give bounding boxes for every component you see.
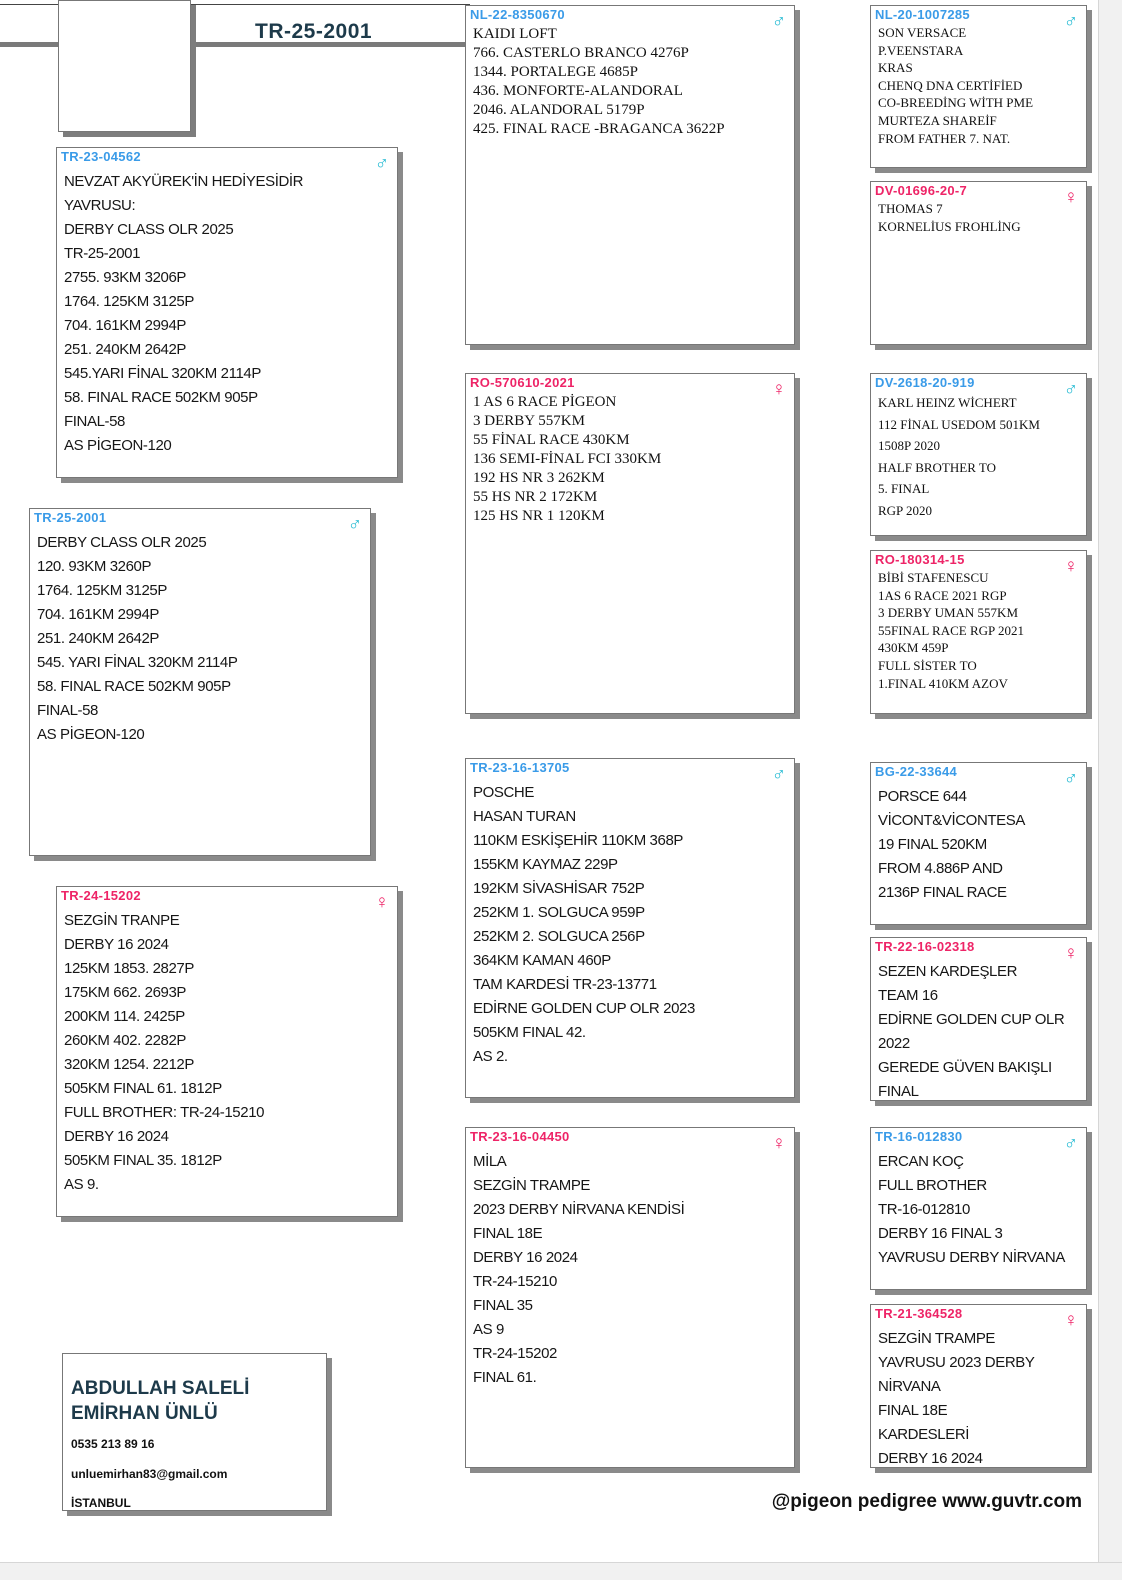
detail-line: 1.FINAL 410KM AZOV [878, 675, 1008, 691]
pedigree-card-sire-sire [465, 5, 795, 345]
detail-line: MURTEZA SHAREİF [878, 112, 997, 128]
male-symbol-icon: ♂ [1063, 379, 1078, 400]
pigeon-details [878, 960, 1082, 1101]
detail-line: 110KM ESKİŞEHİR 110KM 368P [473, 832, 683, 849]
detail-line: NİRVANA [878, 1378, 941, 1395]
pigeon-details [878, 24, 1082, 147]
female-symbol-icon: ♀ [374, 892, 389, 913]
detail-line: GEREDE GÜVEN BAKIŞLI [878, 1059, 1052, 1076]
detail-line: 1764. 125KM 3125P [37, 582, 167, 599]
detail-line: FINAL-58 [64, 413, 125, 430]
ring-number: DV-2618-20-919 [875, 375, 975, 390]
detail-line: DERBY CLASS OLR 2025 [37, 534, 207, 551]
female-symbol-icon: ♀ [1063, 556, 1078, 577]
detail-line: P.VEENSTARA [878, 42, 964, 58]
detail-line: 545.YARI FİNAL 320KM 2114P [64, 365, 261, 382]
detail-line: 55FINAL RACE RGP 2021 [878, 622, 1025, 638]
pigeon-details [64, 909, 393, 1197]
detail-line: 136 SEMI-FİNAL FCI 330KM [473, 451, 662, 467]
pedigree-card-dam-sire [465, 758, 795, 1098]
male-symbol-icon: ♂ [1063, 1133, 1078, 1154]
detail-line: DERBY 16 2024 [64, 1128, 169, 1145]
pigeon-details [878, 569, 1082, 692]
detail-line: 58. FINAL RACE 502KM 905P [37, 678, 231, 695]
detail-line: 320KM 1254. 2212P [64, 1056, 194, 1073]
detail-line: 55 FİNAL RACE 430KM [473, 432, 630, 448]
pedigree-card-ggs-2 [870, 373, 1087, 536]
detail-line: 1344. PORTALEGE 4685P [473, 64, 638, 80]
ring-number: TR-23-16-13705 [470, 760, 570, 775]
detail-line: HALF BROTHER TO [878, 459, 996, 475]
detail-line: 200KM 114. 2425P [64, 1008, 185, 1025]
detail-line: 125 HS NR 1 120KM [473, 508, 605, 524]
pedigree-card-ggd-3 [870, 937, 1087, 1101]
pedigree-card-subject [29, 508, 371, 856]
pedigree-card-dam [56, 886, 398, 1217]
detail-line: AS 2. [473, 1048, 508, 1065]
detail-line: DERBY 16 2024 [473, 1249, 578, 1266]
detail-line: DERBY CLASS OLR 2025 [64, 221, 234, 238]
pedigree-card-ggd-1 [870, 181, 1087, 345]
detail-line: 252KM 2. SOLGUCA 256P [473, 928, 645, 945]
male-symbol-icon: ♂ [347, 514, 362, 535]
detail-line: 5. FINAL [878, 481, 930, 496]
detail-line: FULL SİSTER TO [878, 657, 977, 673]
detail-line: TR-16-012810 [878, 1201, 970, 1218]
page-margin-right [1098, 0, 1122, 1579]
detail-line: KORNELİUS FROHLİNG [878, 218, 1021, 234]
detail-line: FINAL 61. [473, 1369, 537, 1386]
ring-number: TR-23-16-04450 [470, 1129, 570, 1144]
female-symbol-icon: ♀ [1063, 1310, 1078, 1331]
ring-number: TR-22-16-02318 [875, 939, 975, 954]
detail-line: BİBİ STAFENESCU [878, 570, 989, 585]
detail-line: CHENQ DNA CERTİFİED [878, 77, 1023, 93]
detail-line: 2046. ALANDORAL 5179P [473, 102, 645, 118]
detail-line: FINAL [878, 1083, 919, 1100]
detail-line: KARDESLERİ [878, 1426, 970, 1443]
detail-line: 55 HS NR 2 172KM [473, 489, 598, 505]
detail-line: NEVZAT AKYÜREK'İN HEDİYESİDİR [64, 173, 304, 190]
detail-line: SON VERSACE [878, 25, 967, 40]
detail-line: DERBY 16 2024 [878, 1450, 983, 1467]
detail-line: 1764. 125KM 3125P [64, 293, 194, 310]
pigeon-details [473, 781, 790, 1069]
ring-number: TR-24-15202 [61, 888, 141, 903]
detail-line: 2755. 93KM 3206P [64, 269, 187, 286]
detail-line: 192KM SİVASHİSAR 752P [473, 880, 645, 897]
pigeon-details [64, 170, 393, 458]
pedigree-card-ggs-4 [870, 1127, 1087, 1290]
detail-line: SEZGİN TRAMPE [878, 1330, 996, 1347]
ring-number: TR-25-2001 [34, 510, 107, 525]
detail-line: TR-24-15210 [473, 1273, 557, 1290]
pedigree-card-sire [56, 147, 398, 478]
owner-email: unluemirhan83@gmail.com [71, 1467, 228, 1481]
detail-line: KARL HEINZ WİCHERT [878, 395, 1017, 410]
detail-line: 260KM 402. 2282P [64, 1032, 187, 1049]
detail-line: MİLA [473, 1153, 507, 1170]
detail-line: 505KM FINAL 61. 1812P [64, 1080, 222, 1097]
detail-line: 19 FINAL 520KM [878, 836, 987, 853]
detail-line: 1508P 2020 [878, 438, 940, 453]
footer-credit: @pigeon pedigree www.guvtr.com [771, 1491, 1082, 1512]
detail-line: 112 FİNAL USEDOM 501KM [878, 416, 1040, 432]
detail-line: CO-BREEDİNG WİTH PME [878, 95, 1034, 111]
detail-line: 251. 240KM 2642P [64, 341, 187, 358]
detail-line: HASAN TURAN [473, 808, 576, 825]
detail-line: PORSCE 644 [878, 788, 967, 805]
detail-line: 704. 161KM 2994P [37, 606, 160, 623]
detail-line: FULL BROTHER: TR-24-15210 [64, 1104, 265, 1121]
detail-line: FROM 4.886P AND [878, 860, 1003, 877]
detail-line: DERBY 16 2024 [64, 936, 169, 953]
ring-number: NL-20-1007285 [875, 7, 970, 22]
detail-line: 545. YARI FİNAL 320KM 2114P [37, 654, 238, 671]
female-symbol-icon: ♀ [1063, 943, 1078, 964]
pigeon-details [878, 785, 1082, 905]
pigeon-details [878, 392, 1082, 521]
detail-line: 425. FINAL RACE -BRAGANCA 3622P [473, 121, 725, 137]
pigeon-details [37, 531, 366, 747]
detail-line: 766. CASTERLO BRANCO 4276P [473, 45, 689, 61]
detail-line: 58. FINAL RACE 502KM 905P [64, 389, 258, 406]
owner-city: İSTANBUL [71, 1496, 131, 1510]
detail-line: 125KM 1853. 2827P [64, 960, 194, 977]
ring-number: TR-16-012830 [875, 1129, 963, 1144]
detail-line: FINAL 35 [473, 1297, 533, 1314]
male-symbol-icon: ♂ [1063, 11, 1078, 32]
detail-line: 505KM FINAL 42. [473, 1024, 586, 1041]
detail-line: 3 DERBY UMAN 557KM [878, 605, 1018, 621]
detail-line: 2136P FINAL RACE [878, 884, 1007, 901]
owner-card [62, 1353, 327, 1511]
detail-line: SEZGİN TRANPE [64, 912, 180, 929]
detail-line: 2023 DERBY NİRVANA KENDİSİ [473, 1201, 685, 1218]
pedigree-card-ggd-4 [870, 1304, 1087, 1468]
pigeon-details [473, 1150, 790, 1390]
detail-line: RGP 2020 [878, 502, 933, 518]
pigeon-details [473, 25, 790, 139]
detail-line: EDİRNE GOLDEN CUP OLR 2023 [473, 1000, 695, 1017]
detail-line: TEAM 16 [878, 987, 938, 1004]
detail-line: AS PİGEON-120 [64, 437, 172, 454]
pigeon-details [878, 1327, 1082, 1468]
detail-line: TR-24-15202 [473, 1345, 557, 1362]
detail-line: KRAS [878, 60, 913, 76]
detail-line: 3 DERBY 557KM [473, 413, 585, 429]
male-symbol-icon: ♂ [1063, 768, 1078, 789]
detail-line: ERCAN KOÇ [878, 1153, 964, 1170]
pigeon-details [473, 393, 790, 526]
detail-line: THOMAS 7 [878, 201, 943, 216]
male-symbol-icon: ♂ [771, 764, 786, 785]
detail-line: 251. 240KM 2642P [37, 630, 160, 647]
ring-number: TR-21-364528 [875, 1306, 963, 1321]
detail-line: SEZEN KARDEŞLER [878, 963, 1018, 980]
detail-line: YAVRUSU: [64, 197, 136, 214]
male-symbol-icon: ♂ [374, 153, 389, 174]
detail-line: 175KM 662. 2693P [64, 984, 187, 1001]
detail-line: 1AS 6 RACE 2021 RGP [878, 587, 1007, 603]
male-symbol-icon: ♂ [771, 11, 786, 32]
detail-line: POSCHE [473, 784, 534, 801]
detail-line: KAIDI LOFT [473, 26, 557, 42]
pedigree-card-sire-dam [465, 373, 795, 714]
detail-line: EDİRNE GOLDEN CUP OLR [878, 1011, 1065, 1028]
detail-line: 436. MONFORTE-ALANDORAL [473, 83, 683, 99]
detail-line: AS PİGEON-120 [37, 726, 145, 743]
detail-line: 505KM FINAL 35. 1812P [64, 1152, 222, 1169]
detail-line: SEZGİN TRAMPE [473, 1177, 591, 1194]
detail-line: TR-25-2001 [64, 245, 141, 262]
page-title: TR-25-2001 [255, 20, 373, 43]
ring-number: DV-01696-20-7 [875, 183, 968, 198]
detail-line: TAM KARDESİ TR-23-13771 [473, 976, 657, 993]
detail-line: VİCONT&VİCONTESA [878, 812, 1025, 829]
detail-line: YAVRUSU DERBY NİRVANA [878, 1249, 1065, 1266]
detail-line: 192 HS NR 3 262KM [473, 470, 605, 486]
female-symbol-icon: ♀ [1063, 187, 1078, 208]
ring-number: BG-22-33644 [875, 764, 958, 779]
pedigree-card-ggd-2 [870, 550, 1087, 714]
detail-line: 2022 [878, 1035, 910, 1052]
owner-name-2: EMİRHAN ÜNLÜ [71, 1403, 218, 1424]
ring-number: TR-23-04562 [61, 149, 141, 164]
pigeon-details [878, 1150, 1082, 1270]
pedigree-card-dam-dam [465, 1127, 795, 1468]
detail-line: 155KM KAYMAZ 229P [473, 856, 618, 873]
ring-number: NL-22-8350670 [470, 7, 565, 22]
detail-line: 430KM 459P [878, 640, 949, 656]
detail-line: 364KM KAMAN 460P [473, 952, 611, 969]
detail-line: 704. 161KM 2994P [64, 317, 187, 334]
detail-line: FINAL 18E [878, 1402, 948, 1419]
photo-placeholder [58, 0, 191, 132]
detail-line: DERBY 16 FINAL 3 [878, 1225, 1003, 1242]
pedigree-card-ggs-3 [870, 762, 1087, 925]
page-margin-bottom [0, 1562, 1122, 1580]
detail-line: FINAL 18E [473, 1225, 543, 1242]
ring-number: RO-570610-2021 [470, 375, 575, 390]
owner-phone: 0535 213 89 16 [71, 1437, 155, 1451]
detail-line: FINAL-58 [37, 702, 98, 719]
ring-number: RO-180314-15 [875, 552, 965, 567]
detail-line: FULL BROTHER [878, 1177, 987, 1194]
detail-line: AS 9 [473, 1321, 504, 1338]
owner-name-1: ABDULLAH SALELİ [71, 1378, 250, 1399]
detail-line: AS 9. [64, 1176, 99, 1193]
detail-line: 252KM 1. SOLGUCA 959P [473, 904, 645, 921]
female-symbol-icon: ♀ [771, 379, 786, 400]
pedigree-card-ggs-1 [870, 5, 1087, 168]
detail-line: 1 AS 6 RACE PİGEON [473, 394, 617, 410]
detail-line: 120. 93KM 3260P [37, 558, 152, 575]
detail-line: YAVRUSU 2023 DERBY [878, 1354, 1035, 1371]
pigeon-details [878, 200, 1082, 235]
female-symbol-icon: ♀ [771, 1133, 786, 1154]
detail-line: FROM FATHER 7. NAT. [878, 130, 1011, 146]
